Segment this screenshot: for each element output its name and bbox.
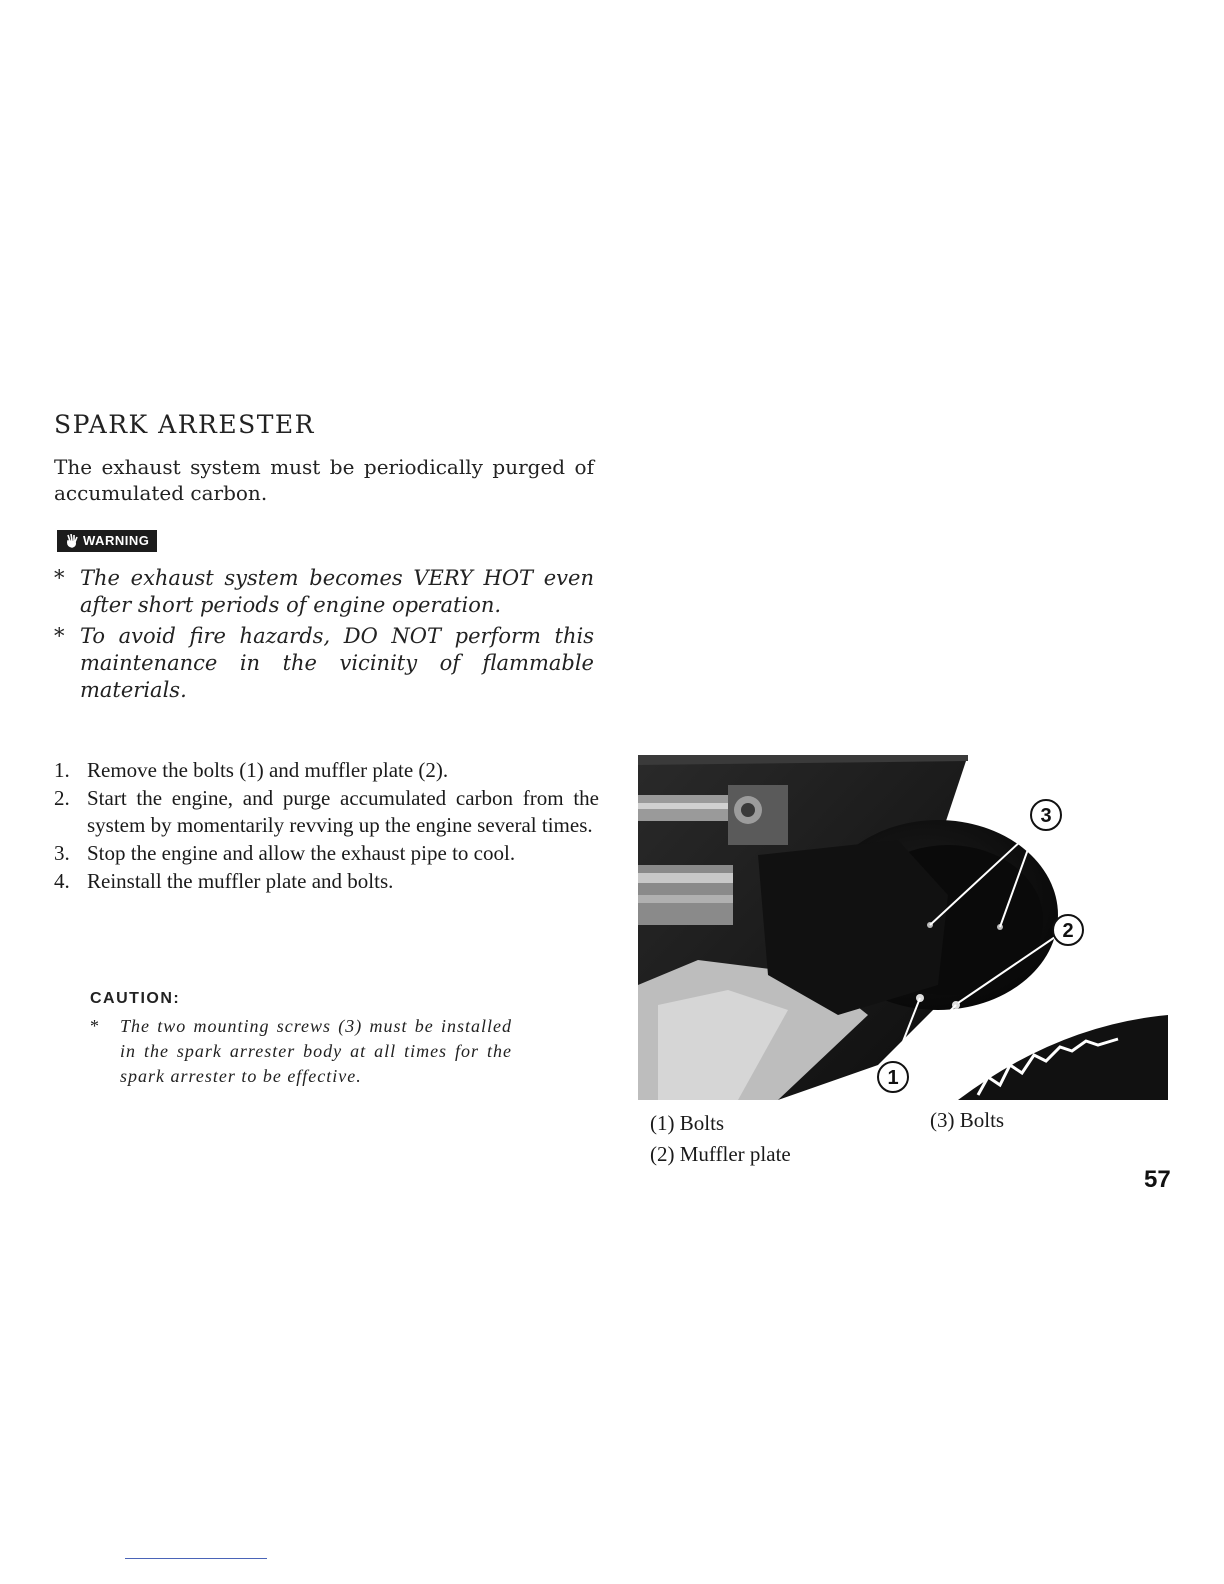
legend-item-3 bbox=[930, 1108, 1004, 1133]
intro-paragraph: The exhaust system must be periodically purged of accumulated carbon. bbox=[54, 455, 594, 505]
section-title: SPARK ARRESTER bbox=[54, 410, 315, 439]
caution-text: The two mounting screws (3) must be installed in the spark arrester body at all times for the spark arrester to be effective. bbox=[120, 1016, 512, 1086]
callout-1-label: 1 bbox=[887, 1067, 899, 1089]
warning-badge bbox=[57, 530, 157, 552]
step-text: Stop the engine and allow the exhaust pipe to cool. bbox=[87, 841, 516, 865]
bullet-asterisk: * bbox=[54, 566, 65, 590]
warning-text: The exhaust system becomes VERY HOT even after short periods of engine operation. bbox=[80, 566, 594, 617]
legend-item-2 bbox=[650, 1142, 791, 1167]
legend-num: (3) bbox=[930, 1108, 955, 1132]
warning-item bbox=[54, 565, 594, 619]
spark-arrester-photo bbox=[638, 755, 1168, 1100]
step-item bbox=[54, 785, 599, 839]
warning-item bbox=[54, 623, 594, 704]
callout-2-label: 2 bbox=[1062, 920, 1074, 942]
step-number: 3. bbox=[54, 841, 70, 865]
step-item bbox=[54, 868, 599, 895]
step-text: Remove the bolts (1) and muffler plate (2). bbox=[87, 758, 449, 782]
step-number: 4. bbox=[54, 869, 70, 893]
legend-num: (2) bbox=[650, 1142, 675, 1166]
callout-3 bbox=[1031, 800, 1061, 830]
step-number: 1. bbox=[54, 758, 70, 782]
step-text: Start the engine, and purge accumulated carbon from the system by momentarily revving up the engine several times. bbox=[87, 786, 599, 837]
warning-text: To avoid fire hazards, DO NOT perform this maintenance in the vicinity of flammable materials. bbox=[80, 624, 594, 702]
procedure-steps bbox=[54, 757, 599, 896]
step-item bbox=[54, 757, 599, 784]
step-number: 2. bbox=[54, 786, 70, 810]
step-text: Reinstall the muffler plate and bolts. bbox=[87, 869, 394, 893]
warning-list bbox=[54, 565, 594, 708]
legend-label: Muffler plate bbox=[679, 1142, 791, 1166]
callout-1 bbox=[878, 1062, 908, 1092]
bullet-asterisk: * bbox=[54, 624, 65, 648]
caution-label: CAUTION: bbox=[90, 990, 181, 1007]
callout-3-label: 3 bbox=[1040, 805, 1052, 827]
caution-item bbox=[90, 1014, 512, 1089]
legend-label: Bolts bbox=[959, 1108, 1005, 1132]
bullet-asterisk: * bbox=[90, 1016, 100, 1036]
page-number: 57 bbox=[1144, 1166, 1171, 1193]
legend-item-1 bbox=[650, 1111, 724, 1136]
legend-num: (1) bbox=[650, 1111, 675, 1135]
step-item bbox=[54, 840, 599, 867]
warning-label: WARNING bbox=[83, 533, 150, 548]
legend-label: Bolts bbox=[679, 1111, 725, 1135]
hand-warning-icon bbox=[65, 534, 79, 548]
bottom-rule bbox=[125, 1558, 267, 1559]
callout-2 bbox=[1053, 915, 1083, 945]
